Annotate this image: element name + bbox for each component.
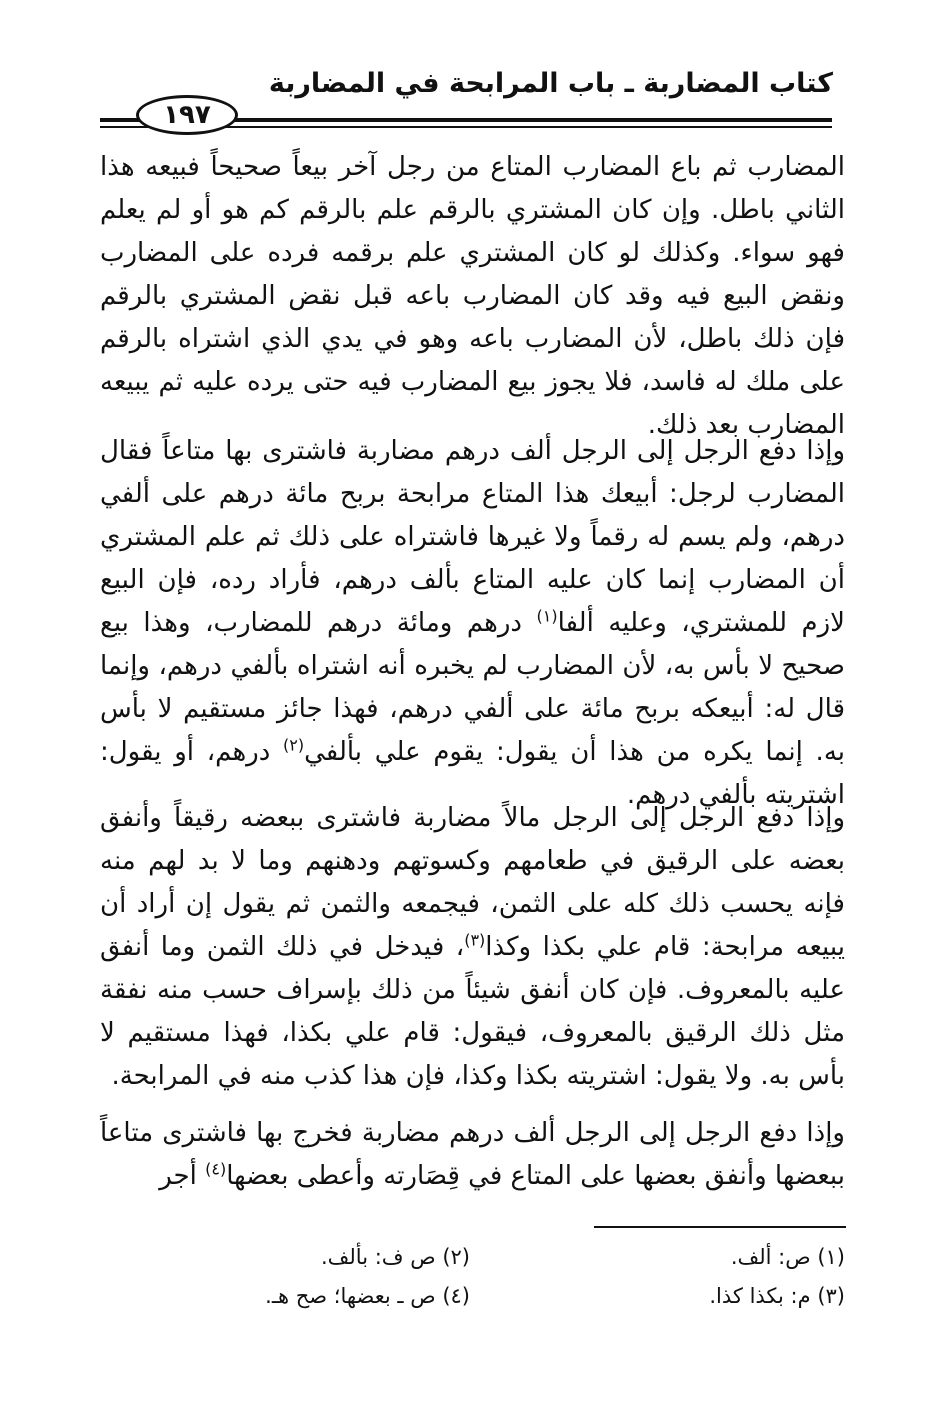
paragraph-text: وإذا دفع الرجل إلى الرجل مالاً مضاربة فاشترى ببعضه رقيقاً وأنفق بعضه على الرقيق في طعامهم وكسوتهم ودهنهم وما لا بد لهم منه فإنه يحسب ذلك كله على الثمن، فيجمعه والثمن ثم يقول إن أراد أن يبيعه مرابحة: قام علي بكذا وكذا xyxy=(100,803,845,962)
footnote-4 xyxy=(265,1284,470,1308)
footnote-3 xyxy=(709,1284,845,1308)
footnote-ref-2[interactable]: (٢) xyxy=(283,735,305,755)
body-paragraph-4 xyxy=(100,1112,845,1198)
footnote-text: ص ف: بألف. xyxy=(320,1245,436,1269)
footnote-ref-4[interactable]: (٤) xyxy=(205,1159,227,1179)
footnote-number: (٢) xyxy=(442,1245,470,1269)
footnote-text: م: بكذا كذا. xyxy=(709,1284,811,1308)
page-number-badge: ١٩٧ xyxy=(136,95,238,135)
footnote-separator xyxy=(594,1226,846,1228)
footnote-ref-1[interactable]: (١) xyxy=(536,606,558,626)
paragraph-text: وإذا دفع الرجل إلى الرجل ألف درهم مضاربة فاشترى بها متاعاً فقال المضارب لرجل: أبيعك هذا المتاع مرابحة بربح مائة درهم على ألفي درهم، ولم يسم له رقماً ولا غيرها فاشتراه على ذلك ثم علم المشتري أن المضارب إنما كان عليه المتاع بألف درهم، فأراد رده، فإن البيع لازم للمشتري، وعليه ألفا xyxy=(100,436,845,638)
footnote-text: ص ـ بعضها؛ صح هـ. xyxy=(265,1284,436,1308)
paragraph-text: ، فيدخل في ذلك الثمن وما أنفق عليه بالمعروف. فإن كان أنفق شيئاً من ذلك بإسراف حسب منه نفقة مثل ذلك الرقيق بالمعروف، فيقول: قام علي بكذا، فهذا مستقيم لا بأس به. ولا يقول: اشتريته بكذا وكذا، فإن هذا كذب منه في المرابحة. xyxy=(100,932,845,1091)
paragraph-text: أجر xyxy=(159,1161,206,1191)
paragraph-text: درهم ومائة درهم للمضارب، وهذا بيع صحيح لا بأس به، لأن المضارب لم يخبره أنه اشتراه بألفي درهم، وإنما قال له: أبيعكه بربح مائة على ألفي درهم، فهذا جائز مستقيم لا بأس به. إنما يكره من هذا أن يقول: يقوم علي بألفي xyxy=(100,608,845,767)
paragraph-text: المضارب ثم باع المضارب المتاع من رجل آخر بيعاً صحيحاً فبيعه هذا الثاني باطل. وإن كان المشتري بالرقم علم بالرقم كم هو أو لم يعلم فهو سواء. وكذلك لو كان المشتري علم برقمه فرده على المضارب ونقض البيع فيه وقد كان المضارب باعه قبل نقض المشتري بالرقم فإن ذلك باطل، لأن المضارب باعه وهو في يدي الذي اشتراه بالرقم على ملك له فاسد، فلا يجوز بيع المضارب فيه حتى يرده عليه ثم يبيعه المضارب بعد ذلك. xyxy=(100,152,845,440)
paragraph-text: درهم، أو يقول: اشتريته بألفي درهم. xyxy=(100,737,845,810)
footnote-text: ص: ألف. xyxy=(730,1245,811,1269)
footnote-number: (٣) xyxy=(817,1284,845,1308)
footnote-1 xyxy=(731,1245,845,1269)
body-paragraph-1 xyxy=(100,146,845,447)
footnote-ref-3[interactable]: (٣) xyxy=(464,930,486,950)
body-paragraph-3 xyxy=(100,797,845,1098)
running-header-title: كتاب المضاربة ـ باب المرابحة في المضاربة xyxy=(268,68,833,99)
footnote-number: (١) xyxy=(817,1245,845,1269)
footnote-2 xyxy=(321,1245,470,1269)
body-paragraph-2 xyxy=(100,430,845,817)
paragraph-text: وإذا دفع الرجل إلى الرجل ألف درهم مضاربة فخرج بها فاشترى متاعاً ببعضها وأنفق بعضها على المتاع في قِصَارته وأعطى بعضها xyxy=(100,1118,845,1191)
footnote-number: (٤) xyxy=(442,1284,470,1308)
